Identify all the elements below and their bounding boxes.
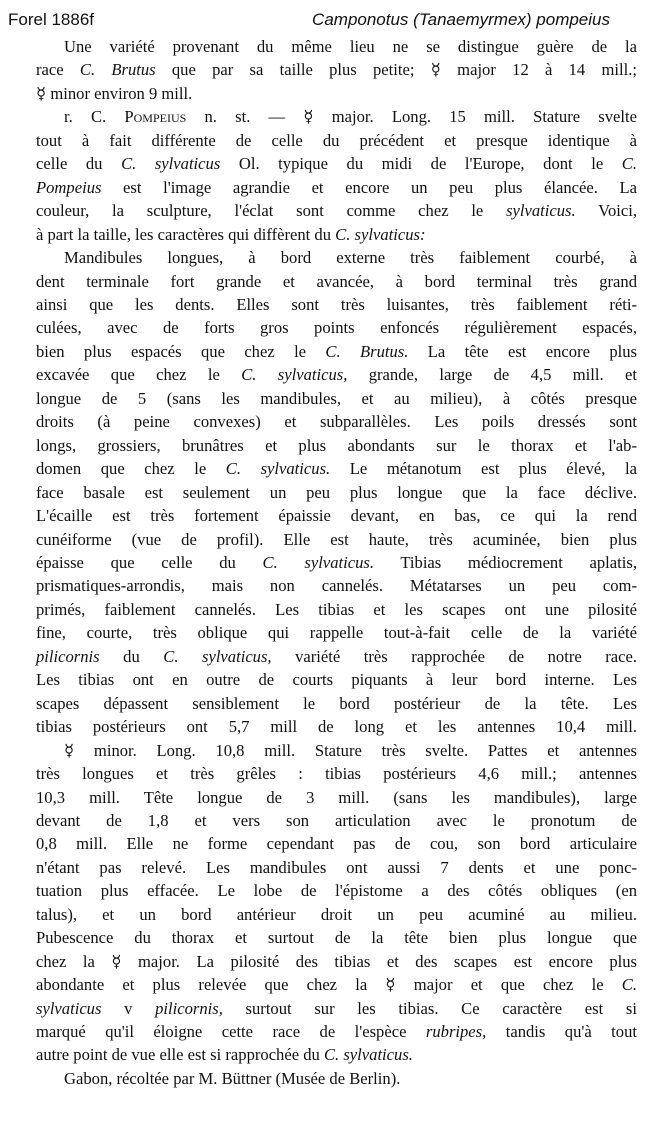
text-line	[36, 879, 637, 902]
text-line	[36, 316, 637, 339]
text-segment: n'étant pas relevé. Les mandibules ont aussi 7 dents et une ponc-	[36, 857, 637, 877]
text-segment: chez la ☿ major. La pilosité des tibias et des scapes est encore plus	[36, 951, 637, 971]
text-line	[36, 152, 637, 175]
text-line	[36, 129, 637, 152]
italic-text: sylvaticus	[36, 998, 102, 1018]
italic-text: C. Brutus	[79, 60, 156, 80]
text-segment: tandis qu'à tout	[486, 1022, 637, 1042]
text-line	[36, 786, 637, 809]
text-segment: race	[36, 60, 80, 80]
text-segment: que par sa taille plus petite; ☿ major 12 à 14 mill.;	[155, 60, 637, 80]
text-segment: n. st. — ☿ major. Long. 15 mill. Stature svelte	[186, 107, 637, 127]
text-segment: grande, large de 4,5 mill. et	[347, 365, 637, 385]
page-header	[8, 4, 644, 30]
text-line	[36, 950, 637, 973]
text-line	[36, 223, 637, 246]
text-segment: abondante et plus relevée que chez la ☿ major et que chez le	[36, 975, 622, 995]
text-line	[36, 434, 637, 457]
italic-text: Pompeius	[36, 177, 102, 197]
text-line	[36, 1067, 637, 1090]
text-line	[36, 856, 637, 879]
text-line	[36, 481, 637, 504]
text-line	[36, 692, 637, 715]
text-segment: La tête est encore plus	[408, 341, 637, 361]
text-segment: ☿ minor environ 9 mill.	[36, 83, 193, 103]
text-line	[36, 58, 637, 81]
text-segment: cunéiforme (vue de profil). Elle est haute, très acuminée, bien plus	[36, 529, 637, 549]
text-segment: Ol. typique du midi de l'Europe, dont le	[220, 154, 622, 174]
text-segment: excavée que chez le	[36, 365, 242, 385]
text-line	[36, 903, 637, 926]
text-line	[36, 387, 637, 410]
text-line	[36, 410, 637, 433]
text-line	[36, 176, 637, 199]
text-line	[36, 973, 637, 996]
italic-text: C. sylvaticus.	[225, 459, 331, 479]
text-segment: épaisse que celle du	[36, 552, 263, 572]
text-line	[36, 105, 637, 128]
text-segment: scapes dépassent sensiblement le bord postérieur de la tête. Les	[36, 693, 637, 713]
text-segment: Les tibias ont en outre de courts piquants à leur bord interne. Les	[36, 670, 637, 690]
text-segment: primés, faiblement cannelés. Les tibias et les scapes ont une pilosité	[36, 599, 637, 619]
text-segment: Tibias médiocrement aplatis,	[373, 552, 637, 572]
text-line	[36, 1043, 637, 1066]
text-segment: du	[99, 646, 164, 666]
text-segment: bien plus espacés que chez le	[36, 341, 326, 361]
text-segment: variété très rapprochée de notre race.	[271, 646, 638, 666]
text-segment: culées, avec de forts gros points enfoncés régulièrement espacés,	[36, 318, 637, 338]
italic-text: pilicornis,	[155, 998, 223, 1018]
text-line	[36, 668, 637, 691]
body-text	[36, 35, 637, 1090]
text-segment: v	[101, 998, 156, 1018]
text-segment: ainsi que les dents. Elles sont très luisantes, très faiblement réti-	[36, 294, 637, 314]
text-segment: Le métanotum est plus élevé, la	[330, 459, 637, 479]
italic-text: rubripes,	[425, 1022, 487, 1042]
text-line	[36, 762, 637, 785]
text-line	[36, 528, 637, 551]
text-segment: dent terminale fort grande et avancée, à bord terminal très grand	[36, 271, 637, 291]
text-segment: prismatiques-arrondis, mais non cannelés. Métatarses un peu com-	[36, 576, 637, 596]
text-segment: ☿ minor. Long. 10,8 mill. Stature très svelte. Pattes et antennes	[64, 740, 637, 760]
text-segment: Pubescence du thorax et surtout de la tête bien plus longue que	[36, 928, 637, 948]
italic-text: sylvaticus.	[506, 201, 576, 221]
text-segment: surtout sur les tibias. Ce caractère est si	[222, 998, 637, 1018]
text-segment: talus), et un bord antérieur droit un peu acuminé au milieu.	[36, 904, 637, 924]
text-line	[36, 457, 637, 480]
text-line	[36, 246, 637, 269]
text-line	[36, 199, 637, 222]
text-line	[36, 926, 637, 949]
text-line	[36, 270, 637, 293]
italic-text: C. Brutus.	[325, 341, 409, 361]
text-segment: face basale est seulement un peu plus longue que la face déclive.	[36, 482, 637, 502]
text-segment: tuation plus effacée. Le lobe de l'épistome a des côtés obliques (en	[36, 881, 637, 901]
text-segment: Mandibules longues, à bord externe très faiblement courbé, à	[64, 248, 637, 268]
text-segment: Une variété provenant du même lieu ne se distingue guère de la	[64, 37, 637, 56]
text-line	[36, 340, 637, 363]
text-line	[36, 645, 637, 668]
italic-text: C. sylvaticus:	[335, 224, 426, 244]
text-line	[36, 551, 637, 574]
text-segment: 10,3 mill. Tête longue de 3 mill. (sans les mandibules), large	[36, 787, 637, 807]
text-segment: à part la taille, les caractères qui diffèrent du	[36, 224, 336, 244]
text-segment: autre point de vue elle est si rapprochée du	[36, 1045, 324, 1065]
text-segment: tibias postérieurs ont 5,7 mill de long et les antennes 10,4 mill.	[36, 717, 637, 737]
text-line	[36, 363, 637, 386]
header-citation: Forel 1886f	[8, 10, 94, 29]
italic-text: C. sylvaticus.	[323, 1045, 413, 1065]
text-line	[36, 574, 637, 597]
text-segment: Gabon, récoltée par M. Büttner (Musée de Berlin).	[64, 1068, 401, 1088]
text-line	[36, 809, 637, 832]
text-segment: couleur, la sculpture, l'éclat sont comme chez le	[36, 201, 507, 221]
text-segment: Voici,	[575, 201, 637, 221]
text-line	[36, 739, 637, 762]
text-line	[36, 997, 637, 1020]
text-line	[36, 82, 637, 105]
text-line	[36, 621, 637, 644]
italic-text: C.	[621, 154, 637, 174]
small-caps-text: Pompeius	[124, 107, 187, 127]
text-segment: 0,8 mill. Elle ne forme cependant pas de cou, son bord articulaire	[36, 834, 637, 854]
italic-text: C.	[621, 975, 637, 995]
text-segment: domen que chez le	[36, 459, 226, 479]
text-segment: marqué qu'il éloigne cette race de l'espèce	[36, 1022, 426, 1042]
text-segment: r. C.	[64, 107, 125, 127]
text-segment: droits (à peine convexes) et subparallèles. Les poils dressés sont	[36, 412, 637, 432]
italic-text: C. sylvaticus,	[163, 646, 272, 666]
text-line	[36, 715, 637, 738]
text-line	[36, 293, 637, 316]
text-line	[36, 832, 637, 855]
text-segment: celle du	[36, 154, 122, 174]
italic-text: C. sylvaticus,	[241, 365, 348, 385]
text-segment: est l'image agrandie et encore un peu plus élancée. La	[101, 177, 637, 197]
italic-text: C. sylvaticus	[121, 154, 221, 174]
text-segment: fine, courte, très oblique qui rappelle tout-à-fait celle de la variété	[36, 623, 637, 643]
text-line	[36, 504, 637, 527]
text-segment: longs, grossiers, brunâtres et plus abondants sur le thorax et l'ab-	[36, 435, 637, 455]
italic-text: C. sylvaticus.	[262, 552, 374, 572]
text-segment: longue de 5 (sans les mandibules, et au milieu), à côtés presque	[36, 388, 637, 408]
italic-text: pilicornis	[36, 646, 100, 666]
header-taxon: Camponotus (Tanaemyrmex) pompeius	[312, 10, 610, 29]
text-segment: L'écaille est très fortement épaissie devant, en bas, ce qui la rend	[36, 506, 637, 526]
text-segment: tout à fait différente de celle du précédent et presque identique à	[36, 130, 637, 150]
text-segment: très longues et très grêles : tibias postérieurs 4,6 mill.; antennes	[36, 764, 637, 784]
text-line	[36, 1020, 637, 1043]
text-segment: devant de 1,8 et vers son articulation avec le pronotum de	[36, 810, 637, 830]
text-line	[36, 598, 637, 621]
text-line	[36, 35, 637, 58]
